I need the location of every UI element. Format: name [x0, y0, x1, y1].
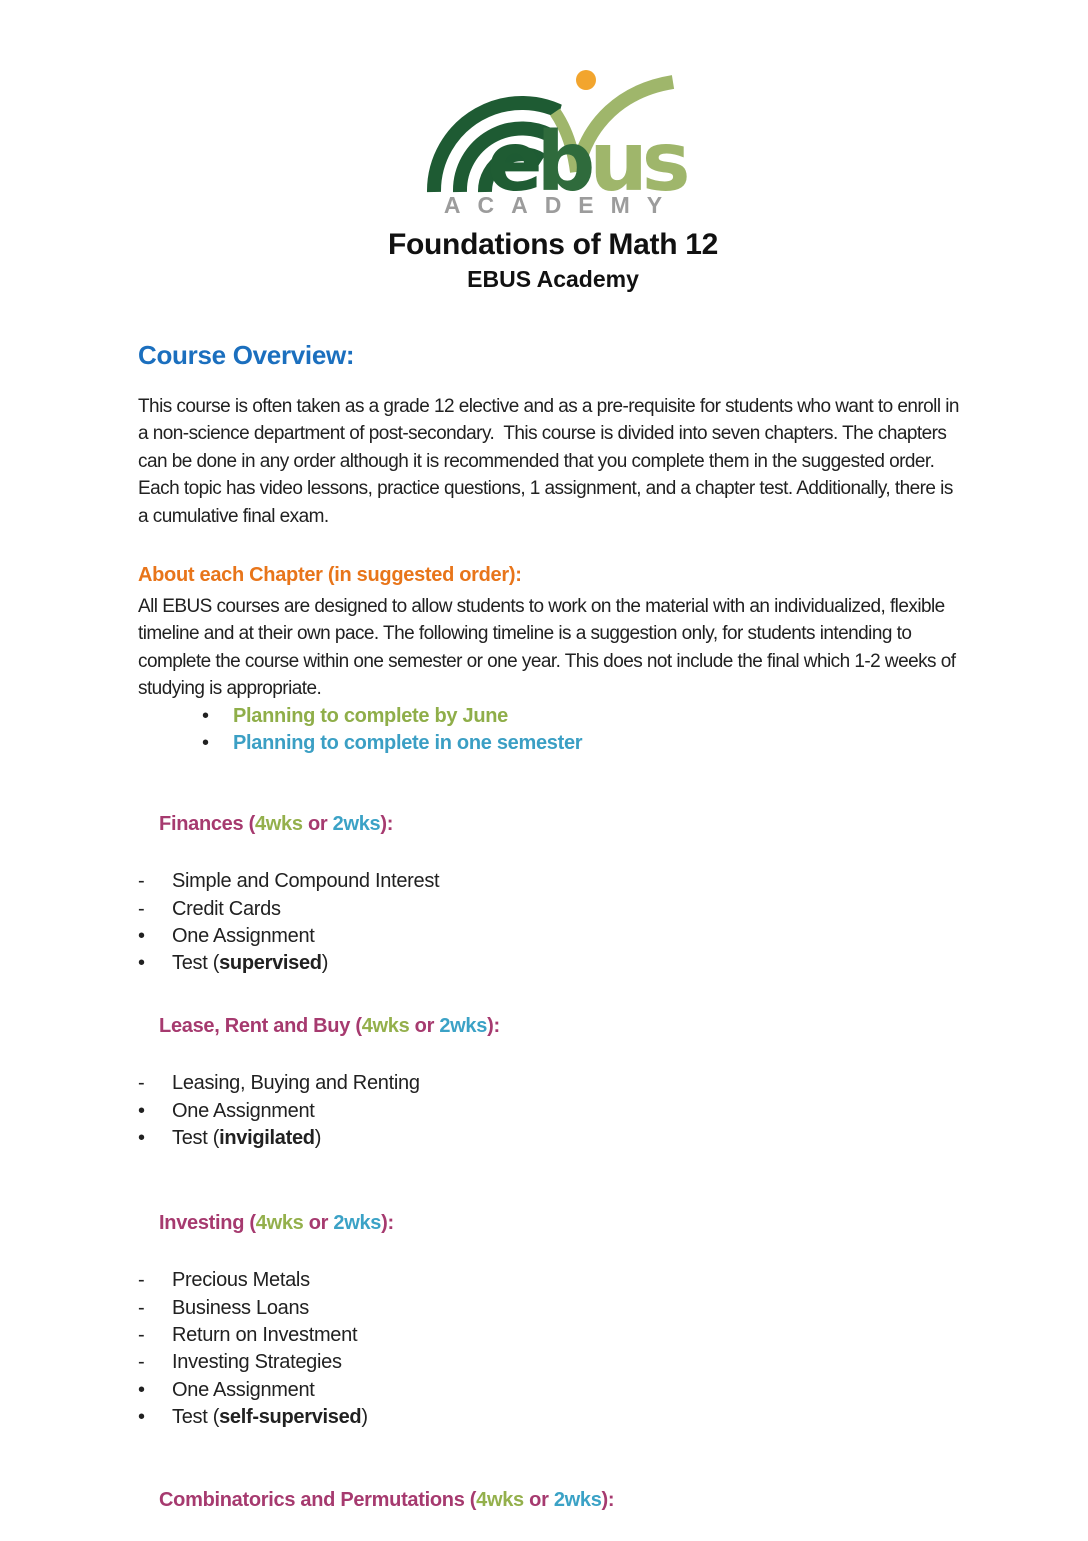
list-item	[138, 1267, 968, 1294]
list-item	[138, 1322, 968, 1349]
bullet-marker: •	[138, 952, 145, 975]
dash-marker: -	[138, 1296, 145, 1319]
bullet-marker: •	[138, 924, 145, 947]
list-item	[138, 868, 968, 895]
dash-marker: -	[138, 1072, 145, 1095]
chapter-heading-combinatorics: Combinatorics and Permutations (4wks or 2wks):	[159, 1489, 615, 1512]
list-item-text: Investing Strategies	[172, 1351, 342, 1374]
list-item	[138, 923, 968, 950]
dash-marker: -	[138, 1269, 145, 1292]
ebus-logo	[138, 64, 968, 219]
logo-wordmark: ebus	[487, 115, 685, 210]
plan-semester-label: Planning to complete in one semester	[233, 731, 583, 754]
chapter-name: Combinatorics and Permutations	[159, 1489, 465, 1512]
page-subtitle: EBUS Academy	[467, 266, 639, 292]
list-item	[138, 950, 968, 977]
about-chapter-paragraph: All EBUS courses are designed to allow students to work on the material with an individualized, flexible timeline and at their own pace. The following timeline is a suggestion only, for students intending to complete the course within one semester or one year. This does not include the final which 1-2 weeks of studying is appropriate.	[138, 596, 961, 700]
course-overview-heading: Course Overview:	[138, 340, 355, 370]
plan-june-label: Planning to complete by June	[233, 704, 508, 727]
chapter-heading-finances: Finances (4wks or 2wks):	[159, 813, 394, 836]
about-chapter-heading: About each Chapter (in suggested order):	[138, 564, 522, 587]
weeks-short: 2wks	[439, 1015, 488, 1038]
list-item-text: Precious Metals	[172, 1269, 310, 1292]
list-item	[138, 1404, 968, 1431]
dash-marker: -	[138, 1323, 145, 1346]
plan-bullet-semester	[202, 730, 968, 757]
list-item-text: One Assignment	[172, 924, 315, 947]
course-overview-paragraph: This course is often taken as a grade 12 elective and as a pre-requisite for students who want to enroll in a non-science department of post-secondary. This course is divided into seven chapters. The chapters can be done in any order although it is recommended that you complete them in the suggested order. Each topic has video lessons, practice questions, 1 assignment, and a chapter test. Additionally, there is a cumulative final exam.	[138, 396, 964, 527]
list-item	[138, 1098, 968, 1125]
list-item-text: Credit Cards	[172, 897, 281, 920]
list-item	[138, 1377, 968, 1404]
weeks-long: 4wks	[254, 813, 303, 836]
page-title: Foundations of Math 12	[387, 228, 719, 261]
chapter-name: Lease, Rent and Buy	[159, 1015, 351, 1038]
weeks-short: 2wks	[553, 1489, 602, 1512]
chapter-heading-lease-rent-buy: Lease, Rent and Buy (4wks or 2wks):	[159, 1015, 500, 1038]
list-item-text: Return on Investment	[172, 1323, 358, 1346]
list-item	[138, 1125, 968, 1152]
dash-marker: -	[138, 897, 145, 920]
dash-marker: -	[138, 870, 145, 893]
bullet-marker: •	[138, 1127, 145, 1150]
weeks-short: 2wks	[333, 1212, 382, 1235]
list-item	[138, 1349, 968, 1376]
weeks-short: 2wks	[332, 813, 381, 836]
plan-bullet-june	[202, 703, 968, 730]
list-item-text: Simple and Compound Interest	[172, 870, 440, 893]
list-item	[138, 1295, 968, 1322]
logo-academy-text: ACADEMY	[443, 192, 680, 218]
chapter-name: Investing	[159, 1212, 245, 1235]
list-item-text: Business Loans	[172, 1296, 310, 1319]
bullet-marker: •	[138, 1405, 145, 1428]
dash-marker: -	[138, 1351, 145, 1374]
list-item-text: One Assignment	[172, 1378, 315, 1401]
weeks-long: 4wks	[476, 1489, 524, 1512]
list-item-text: One Assignment	[172, 1099, 315, 1122]
chapter-name: Finances	[159, 813, 244, 836]
bullet-marker: •	[202, 704, 209, 727]
bullet-marker: •	[202, 731, 209, 754]
list-item-text: Test (self-supervised)	[172, 1405, 368, 1428]
bullet-marker: •	[138, 1099, 145, 1122]
list-item-text: Test (invigilated)	[172, 1127, 322, 1150]
weeks-long: 4wks	[255, 1212, 304, 1235]
list-item	[138, 1070, 968, 1097]
list-item	[138, 896, 968, 923]
chapter-heading-investing: Investing (4wks or 2wks):	[159, 1212, 394, 1235]
logo-dot-icon	[576, 70, 596, 90]
list-item-text: Leasing, Buying and Renting	[172, 1072, 420, 1095]
weeks-long: 4wks	[361, 1015, 410, 1038]
bullet-marker: •	[138, 1378, 145, 1401]
list-item-text: Test (supervised)	[172, 952, 329, 975]
